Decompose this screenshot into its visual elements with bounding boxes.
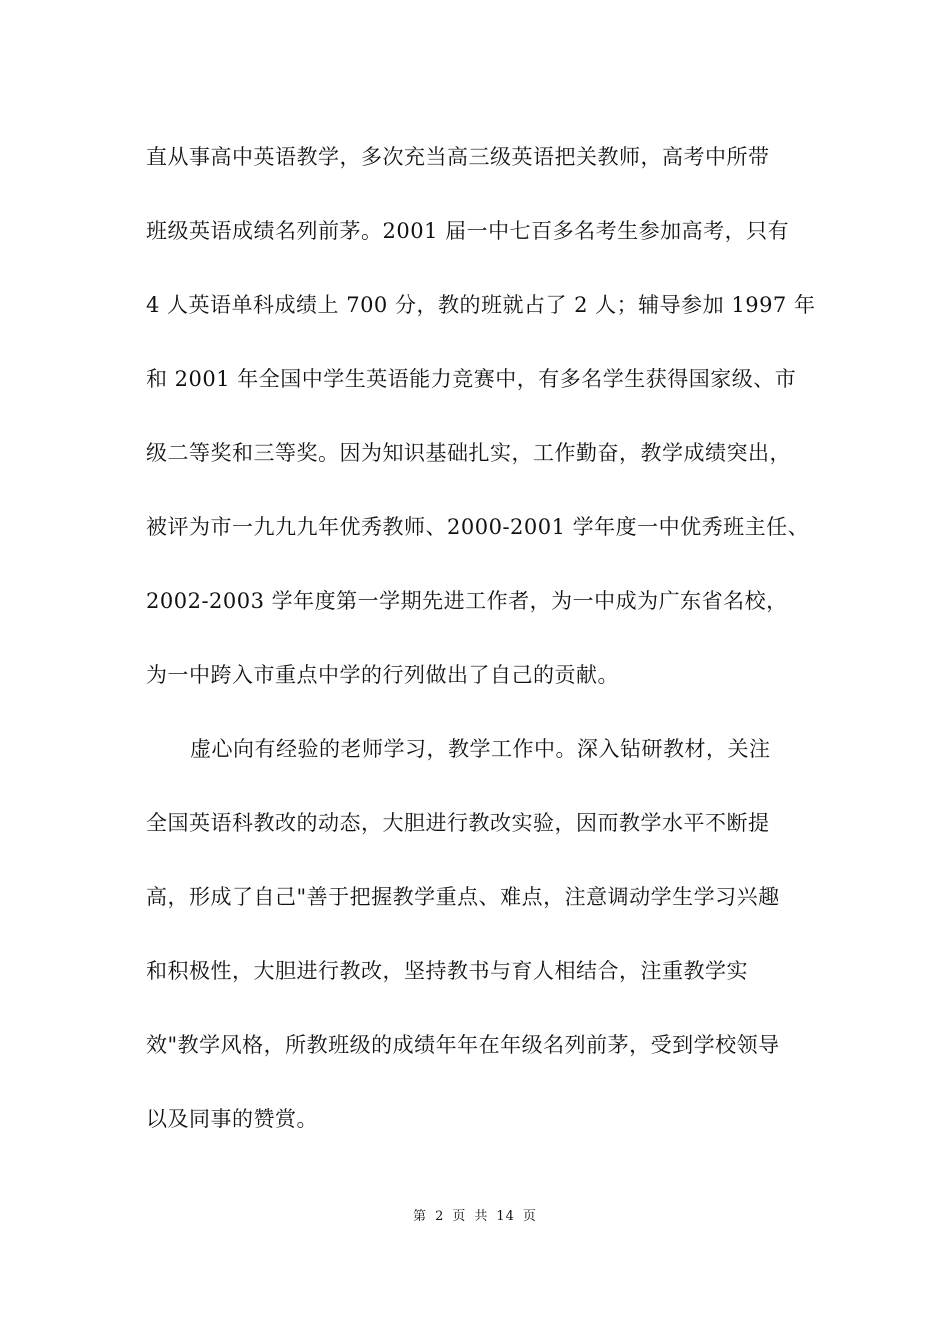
footer-suffix: 页 xyxy=(522,1209,537,1224)
page-number-footer xyxy=(0,1208,950,1226)
text-line: 虚心向有经验的老师学习，教学工作中。深入钻研教材，关注 xyxy=(190,737,771,761)
footer-total-word: 共 xyxy=(474,1209,489,1224)
text-line: 效"教学风格，所教班级的成绩年年在年级名列前茅，受到学校领导 xyxy=(146,1033,780,1057)
text-line: 以及同事的赞赏。 xyxy=(146,1107,318,1131)
total-pages-number: 14 xyxy=(496,1209,515,1224)
text-line: 和 2001 年全国中学生英语能力竞赛中，有多名学生获得国家级、市 xyxy=(146,367,797,391)
text-line: 高，形成了自己"善于把握教学重点、难点，注意调动学生学习兴趣 xyxy=(146,885,780,909)
text-line: 全国英语科教改的动态，大胆进行教改实验，因而教学水平不断提 xyxy=(146,811,770,835)
footer-page-word: 页 xyxy=(452,1209,467,1224)
text-line: 为一中跨入市重点中学的行列做出了自己的贡献。 xyxy=(146,663,619,687)
text-line: 2002-2003 学年度第一学期先进工作者，为一中成为广东省名校， xyxy=(146,589,788,613)
text-line: 班级英语成绩名列前茅。2001 届一中七百多名考生参加高考，只有 xyxy=(146,219,790,243)
text-line: 被评为市一九九九年优秀教师、2000-2001 学年度一中优秀班主任、 xyxy=(146,515,810,539)
text-line: 直从事高中英语教学，多次充当高三级英语把关教师，高考中所带 xyxy=(146,145,770,169)
current-page-number: 2 xyxy=(435,1209,445,1224)
text-line: 4 人英语单科成绩上 700 分，教的班就占了 2 人；辅导参加 1997 年 xyxy=(146,293,816,317)
footer-prefix: 第 xyxy=(413,1209,428,1224)
text-line: 级二等奖和三等奖。因为知识基础扎实，工作勤奋，教学成绩突出， xyxy=(146,441,791,465)
text-line: 和积极性，大胆进行教改，坚持教书与育人相结合，注重教学实 xyxy=(146,959,748,983)
